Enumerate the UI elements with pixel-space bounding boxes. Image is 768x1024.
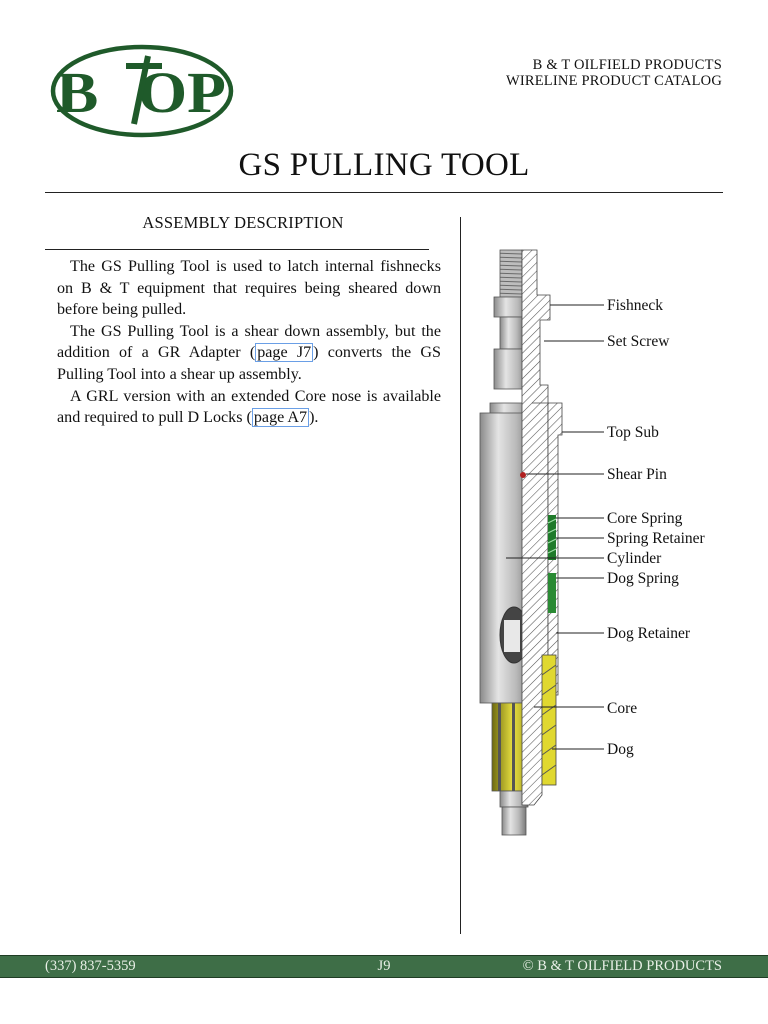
logo-text: B OP — [56, 60, 219, 125]
label-top-sub: Top Sub — [607, 424, 659, 441]
description-text — [57, 256, 441, 429]
company-logo — [50, 44, 234, 138]
label-dog-retainer: Dog Retainer — [607, 625, 691, 642]
page-a7-link[interactable]: page A7 — [253, 409, 308, 427]
paragraph-3: A GRL version with an extended Core nose is available and required to pull D Locks ( page A7 ). — [57, 387, 441, 427]
footer-bar — [0, 955, 768, 978]
column-divider — [460, 217, 461, 934]
label-core-spring: Core Spring — [607, 510, 683, 527]
company-name: B & T OILFIELD PRODUCTS — [532, 57, 722, 73]
title-divider — [45, 192, 723, 193]
page-j7-link[interactable]: page J7 — [257, 344, 312, 362]
label-dog: Dog — [607, 741, 634, 758]
section-divider — [45, 249, 429, 250]
paragraph-1: The GS Pulling Tool is used to latch internal fishnecks on B & T equipment that requires being sheared down before being pulled. — [57, 258, 441, 319]
label-shear-pin: Shear Pin — [607, 466, 667, 483]
label-dog-spring: Dog Spring — [607, 570, 679, 587]
label-cylinder: Cylinder — [607, 550, 662, 567]
paragraph-2: The GS Pulling Tool is a shear down assembly, but the addition of a GR Adapter ( page J7 ) converts the GS Pulling Tool into a shear up assembly. — [57, 322, 441, 383]
label-fishneck: Fishneck — [607, 297, 663, 314]
tool-cutaway-drawing — [462, 235, 762, 850]
top-thread — [500, 250, 522, 297]
label-spring-retainer: Spring Retainer — [607, 530, 705, 547]
section-heading: ASSEMBLY DESCRIPTION — [142, 213, 344, 232]
catalog-header — [506, 57, 722, 89]
label-set-screw: Set Screw — [607, 333, 670, 350]
footer-phone: (337) 837-5359 — [45, 958, 136, 974]
page-title: GS PULLING TOOL — [238, 147, 530, 183]
catalog-name: WIRELINE PRODUCT CATALOG — [505, 73, 722, 89]
footer-copyright: © B & T OILFIELD PRODUCTS — [522, 958, 722, 974]
footer-page-number: J9 — [377, 958, 391, 974]
label-core: Core — [607, 700, 638, 717]
